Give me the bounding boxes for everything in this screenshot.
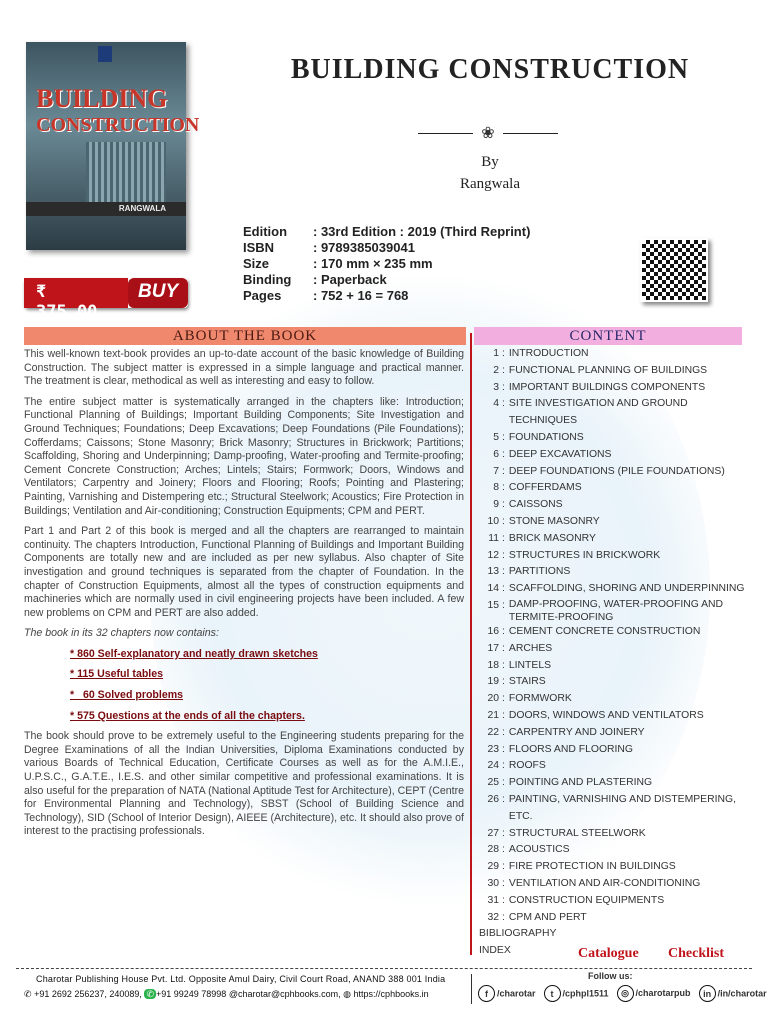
chapter-item[interactable]: 22 : CARPENTRY AND JOINERY [479, 725, 759, 742]
chapter-item[interactable]: 20 : FORMWORK [479, 691, 759, 708]
detail-label: Edition [243, 224, 288, 239]
chapter-item[interactable]: 8 : COFFERDAMS [479, 480, 759, 497]
chapter-item[interactable]: 1 : INTRODUCTION [479, 346, 759, 363]
highlight-item: * 860 Self-explanatory and neatly drawn sketches [70, 647, 318, 660]
chapter-number: 9 [493, 499, 499, 511]
chapter-title: INTRODUCTION [508, 348, 589, 359]
detail-label: Pages [243, 288, 282, 303]
buy-button[interactable] [24, 278, 188, 322]
chapter-number: 8 [493, 482, 499, 494]
footer-divider [16, 968, 752, 969]
about-heading: ABOUT THE BOOK [24, 327, 466, 345]
chapter-title: POINTING AND PLASTERING [508, 777, 653, 789]
facebook-icon: f [478, 985, 495, 1002]
chapter-item[interactable]: 17 : ARCHES [479, 641, 759, 658]
about-paragraph: The entire subject matter is systematically arranged in the chapters like: Introduction; Functional Planning of Buildings; Important Building Components; Site Investigation and Ground Techniques; Foundations; Deep Excavations; Deep Foundations (Pile Foundations); Cofferdams; Caissons; Stone Masonry; Brick Masonry; Structures in Brickwork; Partitions; Scaffolding, Shoring and Underpinning; Damp-proofing, Water-proofing and Termite-proofing; Cement Concrete Construction; Arches; Lintels; Stairs; Formwork; Doors, Windows and Ventilators; Carpentry and Joinery; Floors and Flooring; Roofs; Pointing and Plastering; Painting, Varnishing and Distempering etc.; Structural Steelwork; Acoustics; Fire Protection in Buildings; Ventilation and Air-conditioning; Construction Equipments; CPM and PERT. [24, 395, 464, 517]
chapter-title: SITE INVESTIGATION AND GROUND TECHNIQUES [508, 398, 688, 427]
chapter-number: 24 [487, 760, 499, 772]
chapter-item[interactable]: 3 : IMPORTANT BUILDINGS COMPONENTS [479, 380, 759, 397]
chapter-number: 26 [487, 793, 499, 805]
chapter-title: LINTELS [508, 659, 552, 671]
chapter-number: 30 [487, 877, 499, 889]
detail-label: ISBN [243, 240, 275, 255]
highlight-item: * 115 Useful tables [70, 668, 164, 681]
chapter-item[interactable]: 11 : BRICK MASONRY [479, 531, 759, 548]
linkedin-link[interactable] [699, 985, 767, 1002]
chapter-number: 15 [487, 599, 499, 611]
chapter-title: CAISSONS [508, 499, 563, 511]
highlight-item: * 60 Solved problems [70, 689, 184, 702]
back-matter-item[interactable] [479, 926, 759, 943]
detail-label: Size [243, 256, 270, 271]
chapter-number: 32 [487, 911, 499, 923]
chapter-number: 31 [487, 894, 499, 906]
chapter-item[interactable]: 5 : FOUNDATIONS [479, 430, 759, 447]
about-paragraph: Part 1 and Part 2 of this book is merged and all the chapters are rearranged to maintain continuity. The chapters Introduction, Functional Planning of Buildings and Important Building Components are totally new and are included as per new syllabus. Also chapter of Site investigation and ground techniques is separated from the chapter of Foundation. In the chapter of Construction Equipments, almost all the types of construction equipments and machineries which are normally used in civil engineering projects have been included. A few new problems on CPM and PERT are also added. [24, 525, 464, 619]
chapter-title: FIRE PROTECTION IN BUILDINGS [508, 861, 676, 873]
chapter-item[interactable]: 15 : DAMP-PROOFING, WATER-PROOFING AND TERMITE-PROOFING [479, 598, 759, 624]
chapter-number: 14 [487, 583, 499, 595]
ornament-divider [418, 126, 558, 140]
chapter-item[interactable]: 2 : FUNCTIONAL PLANNING OF BUILDINGS [479, 363, 759, 380]
cover-title-1: BUILDING [36, 84, 168, 113]
chapter-number: 28 [487, 844, 499, 856]
instagram-icon: ◎ [617, 985, 634, 1002]
by-label: By [481, 154, 499, 170]
book-title: BUILDING CONSTRUCTION [290, 54, 690, 85]
chapter-item[interactable]: 4 : SITE INVESTIGATION AND GROUND TECHNIQUES [479, 396, 759, 430]
detail-value: : 33rd Edition : 2019 (Third Reprint) [313, 224, 531, 239]
about-section [24, 348, 464, 846]
chapter-number: 2 [493, 364, 499, 376]
chapter-title: STRUCTURAL STEELWORK [508, 827, 646, 839]
chapter-item[interactable]: 14 : SCAFFOLDING, SHORING AND UNDERPINNING [479, 581, 759, 598]
chapter-title: CPM AND PERT [508, 911, 587, 923]
about-paragraph: The book should prove to be extremely useful to the Engineering students preparing for the Degree Examinations of all the Indian Universities, Diploma Examinations conducted by various Boards of Technical Education, Certificate Courses as well as for the A.M.I.E., U.P.S.C., G.A.T.E., I.E.S. and other similar competitive and professional examinations. It is also useful for the preparation of NATA (National Aptitude Test for Architecture), CEPT (Centre for Environmental Planning and Technology), SBST (School of Building Science and Technology), SID (School of Interior Design), AIEEE (Architecture), etc. It should also prove of interest to the practising professionals. [24, 730, 464, 838]
phone-icon: ✆ [24, 989, 32, 999]
chapter-item[interactable]: 18 : LINTELS [479, 658, 759, 675]
chapter-item[interactable]: 24 : ROOFS [479, 758, 759, 775]
chapter-number: 25 [487, 777, 499, 789]
chapter-number: 13 [487, 566, 499, 578]
detail-row [243, 272, 530, 288]
chapter-item[interactable]: 21 : DOORS, WINDOWS AND VENTILATORS [479, 708, 759, 725]
chapter-item[interactable]: 30 : VENTILATION AND AIR-CONDITIONING [479, 876, 759, 893]
cover-author: RANGWALA [26, 202, 186, 216]
chapter-title: FLOORS AND FLOORING [508, 743, 634, 755]
chapter-title: BRICK MASONRY [508, 532, 596, 544]
chapter-number: 6 [493, 448, 499, 460]
detail-row [243, 256, 530, 272]
chapter-title: DOORS, WINDOWS AND VENTILATORS [508, 709, 704, 721]
publisher-address: Charotar Publishing House Pvt. Ltd. Opposite Amul Dairy, Civil Court Road, ANAND 388 001 India [36, 974, 446, 984]
chapter-item[interactable]: 23 : FLOORS AND FLOORING [479, 742, 759, 759]
chapter-item[interactable]: 19 : STAIRS [479, 674, 759, 691]
detail-value: : 9789385039041 [313, 240, 415, 255]
flourish-icon: ❀ [481, 125, 495, 142]
chapter-number: 10 [487, 515, 499, 527]
facebook-link[interactable] [478, 985, 536, 1002]
chapter-title: FORMWORK [508, 693, 572, 705]
detail-value: : Paperback [313, 272, 387, 287]
back-matter-title: INDEX [479, 945, 511, 957]
chapter-number: 11 [488, 532, 499, 544]
contains-intro: The book in its 32 chapters now contains: [24, 627, 219, 640]
detail-value: : 170 mm × 235 mm [313, 256, 433, 271]
website-link[interactable]: https://cphbooks.in [353, 989, 429, 999]
about-paragraph: This well-known text-book provides an up-to-date account of the basic knowledge of Building Construction. The subject matter is expressed in a simple language and practical manner. The treatment is clear, methodical as well as interesting and easy to follow. [24, 348, 464, 388]
chapter-title: DAMP-PROOFING, WATER-PROOFING AND TERMITE-PROOFING [508, 598, 724, 623]
chapter-number: 7 [493, 465, 499, 477]
book-cover[interactable] [26, 42, 200, 250]
chapter-number: 18 [487, 659, 499, 671]
chapter-item[interactable]: 29 : FIRE PROTECTION IN BUILDINGS [479, 859, 759, 876]
chapter-item[interactable]: 32 : CPM AND PERT [479, 910, 759, 927]
chapter-item[interactable]: 27 : STRUCTURAL STEELWORK [479, 826, 759, 843]
phone-number: +91 2692 256237, 240089, [34, 989, 142, 999]
checklist-link[interactable]: Checklist [668, 946, 724, 961]
chapter-item[interactable]: 26 : PAINTING, VARNISHING AND DISTEMPERING, ETC. [479, 792, 759, 826]
qr-code[interactable] [640, 238, 708, 302]
chapter-title: ACOUSTICS [508, 844, 570, 856]
detail-row [243, 288, 530, 304]
chapter-number: 29 [487, 861, 499, 873]
catalogue-link[interactable]: Catalogue [578, 946, 639, 961]
chapter-title: STONE MASONRY [508, 515, 600, 527]
chapter-title: PAINTING, VARNISHING AND DISTEMPERING, ETC. [508, 793, 736, 822]
chapter-number: 22 [487, 726, 499, 738]
chapter-number: 20 [487, 693, 499, 705]
chapter-title: STRUCTURES IN BRICKWORK [508, 549, 661, 561]
chapter-item[interactable]: 6 : DEEP EXCAVATIONS [479, 447, 759, 464]
linkedin-icon: in [699, 985, 716, 1002]
chapter-item[interactable]: 7 : DEEP FOUNDATIONS (PILE FOUNDATIONS) [479, 464, 759, 481]
chapter-title: SCAFFOLDING, SHORING AND UNDERPINNING [508, 583, 745, 595]
publisher-logo [98, 46, 112, 62]
chapter-title: PARTITIONS [508, 566, 571, 578]
footer-separator [471, 974, 472, 1004]
detail-value: : 752 + 16 = 768 [313, 288, 409, 303]
chapter-number: 27 [487, 827, 499, 839]
chapter-number: 1 [493, 348, 499, 359]
facebook-handle: /charotar [497, 988, 536, 999]
chapter-item[interactable]: 31 : CONSTRUCTION EQUIPMENTS [479, 893, 759, 910]
chapter-title: COFFERDAMS [508, 482, 582, 494]
contact-line [24, 989, 429, 1000]
email-link[interactable]: charotar@cphbooks.com, [237, 989, 341, 999]
chapter-number: 5 [493, 431, 499, 443]
detail-label: Binding [243, 272, 292, 287]
chapter-title: FUNCTIONAL PLANNING OF BUILDINGS [508, 364, 708, 376]
follow-us-label: Follow us: [588, 971, 633, 981]
chapter-title: CONSTRUCTION EQUIPMENTS [508, 894, 665, 906]
chapter-title: ARCHES [508, 642, 553, 654]
linkedin-handle: /in/charotar [717, 988, 767, 999]
highlight-item: * 575 Questions at the ends of all the chapters. [70, 709, 305, 722]
social-links [478, 985, 767, 1002]
twitter-icon: t [544, 985, 561, 1002]
chapter-title: STAIRS [508, 676, 546, 688]
chapter-title: FOUNDATIONS [508, 431, 584, 443]
author-name: Rangwala [460, 176, 520, 192]
chapter-item[interactable]: 13 : PARTITIONS [479, 564, 759, 581]
chapter-number: 12 [487, 549, 499, 561]
back-matter-title: BIBLIOGRAPHY [479, 928, 557, 940]
instagram-handle: /charotarpub [635, 988, 691, 998]
chapter-title: DEEP FOUNDATIONS (PILE FOUNDATIONS) [508, 465, 725, 477]
whatsapp-number: +91 99249 78998 [155, 989, 227, 999]
twitter-link[interactable] [544, 985, 609, 1002]
book-details [243, 224, 530, 304]
chapter-title: CEMENT CONCRETE CONSTRUCTION [508, 625, 701, 637]
email-icon: @ [228, 989, 238, 999]
chapter-number: 16 [487, 625, 499, 637]
price: ₹ 375.00 [24, 278, 128, 308]
twitter-handle: /cphpl1511 [562, 988, 609, 999]
detail-row [243, 240, 530, 256]
buy-label: BUY [128, 278, 188, 308]
chapter-title: IMPORTANT BUILDINGS COMPONENTS [508, 381, 706, 393]
chapter-item[interactable]: 12 : STRUCTURES IN BRICKWORK [479, 548, 759, 565]
chapter-number: 3 [493, 381, 499, 393]
chapter-item[interactable]: 9 : CAISSONS [479, 497, 759, 514]
table-of-contents [479, 346, 759, 960]
chapter-title: CARPENTRY AND JOINERY [508, 726, 645, 738]
chapter-item[interactable]: 25 : POINTING AND PLASTERING [479, 775, 759, 792]
chapter-number: 23 [487, 743, 499, 755]
chapter-title: DEEP EXCAVATIONS [508, 448, 612, 460]
whatsapp-icon: ✆ [146, 989, 154, 999]
detail-row [243, 224, 530, 240]
globe-icon: ◍ [343, 989, 352, 999]
chapter-item[interactable]: 16 : CEMENT CONCRETE CONSTRUCTION [479, 624, 759, 641]
column-divider [470, 333, 472, 955]
cover-building-image [86, 142, 166, 202]
chapter-number: 17 [487, 642, 499, 654]
chapter-item[interactable]: 10 : STONE MASONRY [479, 514, 759, 531]
chapter-item[interactable]: 28 : ACOUSTICS [479, 842, 759, 859]
instagram-link[interactable] [617, 985, 691, 1002]
content-heading: CONTENT [474, 327, 742, 345]
chapter-number: 19 [487, 676, 499, 688]
cover-title-2: CONSTRUCTION [36, 114, 200, 136]
chapter-title: ROOFS [508, 760, 546, 772]
chapter-number: 4 [493, 398, 499, 410]
chapter-title: VENTILATION AND AIR-CONDITIONING [508, 877, 701, 889]
chapter-number: 21 [487, 709, 499, 721]
